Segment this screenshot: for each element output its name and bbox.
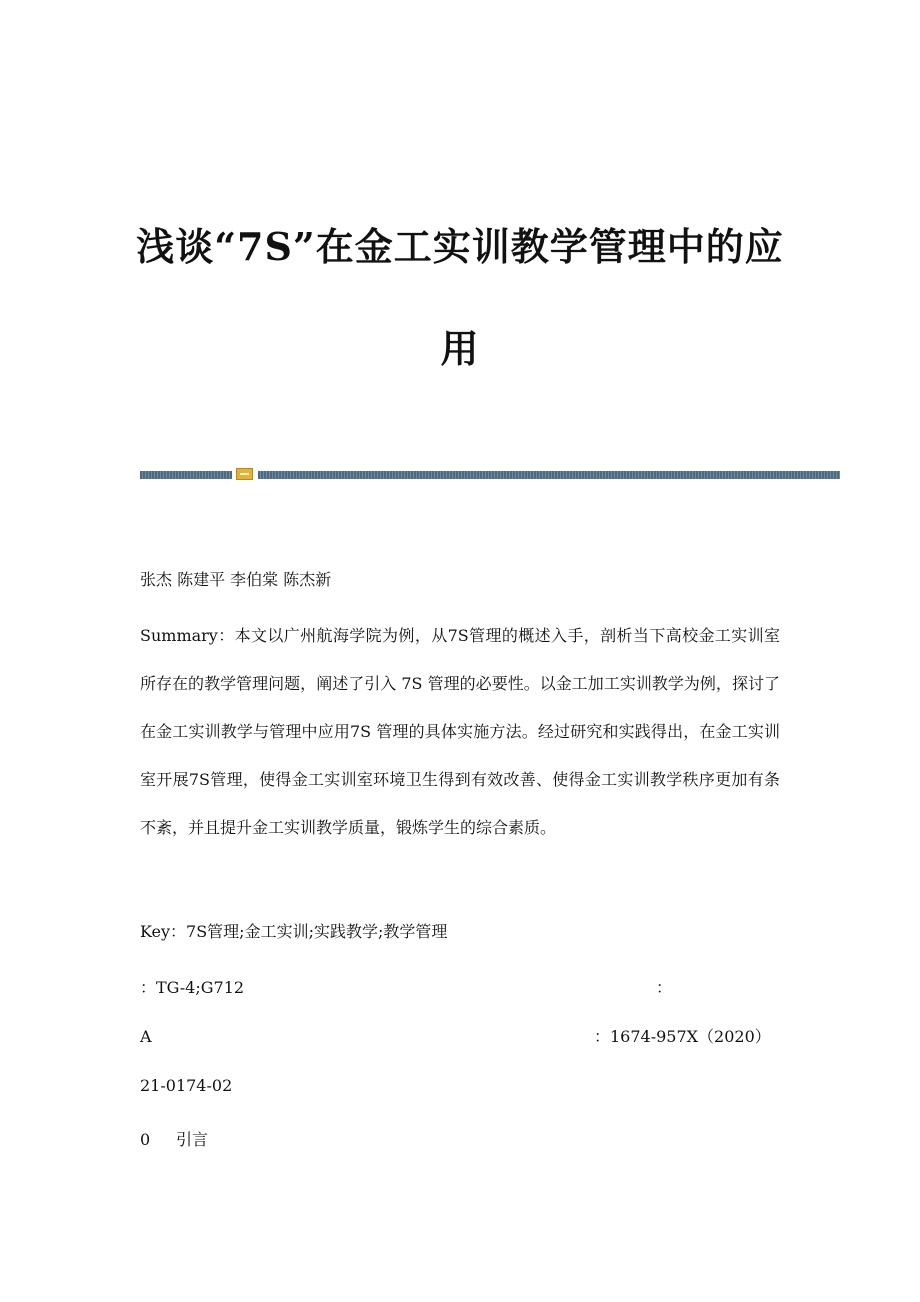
document-code: A [140,1027,152,1046]
divider-ornament-icon [236,468,253,480]
section-title: 引言 [176,1130,209,1149]
title-line-2: 用 [440,326,480,371]
meta-colon: ： [656,978,673,997]
title-line-1: 浅谈“7S”在金工实训教学管理中的应 [136,224,784,269]
divider-left [140,471,232,479]
section-number: 0 [140,1130,151,1149]
authors: 张杰 陈建平 李伯棠 陈杰新 [140,570,332,589]
divider-right [258,471,840,479]
issn: ：1674-957X（2020） [594,1027,771,1046]
summary: Summary：本文以广州航海学院为例，从7S管理的概述入手，剖析当下高校金工实训室所存在的教学管理问题，阐述了引入 7S 管理的必要性。以金工加工实训教学为例，探讨了在金工实训教学与管理中应用7S 管理的具体实施方法。经过研究和实践得出，在金工实训室开展7S管理，使得金工实训室环境卫生得到有效改善、使得金工实训教学秩序更加有条不紊，并且提升金工实训教学质量，锻炼学生的综合素质。 [140,626,780,837]
article-id: 21-0174-02 [140,1076,233,1095]
keywords: Key：7S管理;金工实训;实践教学;教学管理 [140,922,448,941]
classification-number: ：TG-4;G712 [140,978,245,997]
